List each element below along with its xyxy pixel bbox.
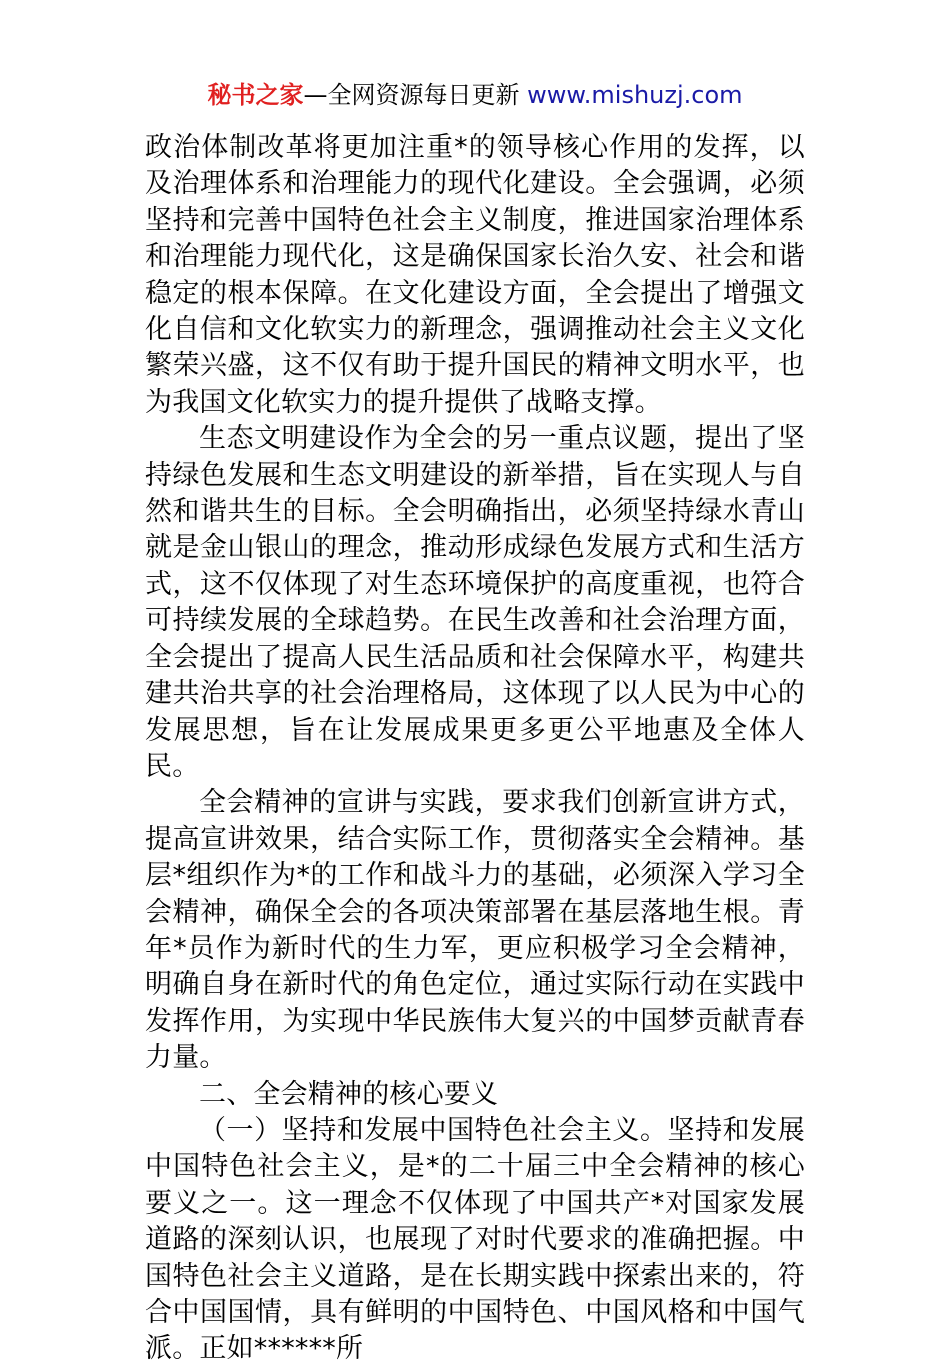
site-brand: 秘书之家 (207, 81, 304, 109)
site-header (0, 78, 950, 112)
section-heading: 二、全会精神的核心要义 (199, 1078, 499, 1110)
site-tagline: —全网资源每日更新 (303, 81, 528, 109)
paragraph-continuation: 政治体制改革将更加注重*的领导核心作用的发挥，以及治理体系和治理能力的现代化建设。全会强调，必须坚持和完善中国特色社会主义制度，推进国家治理体系和治理能力现代化，这是确保国家长治久安、社会和谐稳定的根本保障。在文化建设方面，全会提出了增强文化自信和文化软实力的新理念，强调推动社会主义文化繁荣兴盛，这不仅有助于提升国民的精神文明水平，也为我国文化软实力的提升提供了战略支撑。 (145, 132, 805, 418)
paragraph-core-meaning: （一）坚持和发展中国特色社会主义。坚持和发展中国特色社会主义，是*的二十届三中全会精神的核心要义之一。这一理念不仅体现了中国共产*对国家发展道路的深刻认识，也展现了对时代要求的准确把握。中国特色社会主义道路，是在长期实践中探索出来的，符合中国国情，具有鲜明的中国特色、中国风格和中国气派。正如******所 (145, 1114, 805, 1365)
document-body (145, 130, 805, 1368)
paragraph-practice: 全会精神的宣讲与实践，要求我们创新宣讲方式，提高宣讲效果，结合实际工作，贯彻落实全会精神。基层*组织作为*的工作和战斗力的基础，必须深入学习全会精神，确保全会的各项决策部署在基层落地生根。青年*员作为新时代的生力军，更应积极学习全会精神，明确自身在新时代的角色定位，通过实际行动在实践中发挥作用，为实现中华民族伟大复兴的中国梦贡献青春力量。 (145, 787, 805, 1074)
site-url-link[interactable]: www.mishuzj.com (527, 81, 743, 109)
paragraph-ecology: 生态文明建设作为全会的另一重点议题，提出了坚持绿色发展和生态文明建设的新举措，旨在实现人与自然和谐共生的目标。全会明确指出，必须坚持绿水青山就是金山银山的理念，推动形成绿色发展方式和生活方式，这不仅体现了对生态环境保护的高度重视，也符合可持续发展的全球趋势。在民生改善和社会治理方面，全会提出了提高人民生活品质和社会保障水平，构建共建共治共享的社会治理格局，这体现了以人民为中心的发展思想，旨在让发展成果更多更公平地惠及全体人民。 (145, 423, 805, 782)
